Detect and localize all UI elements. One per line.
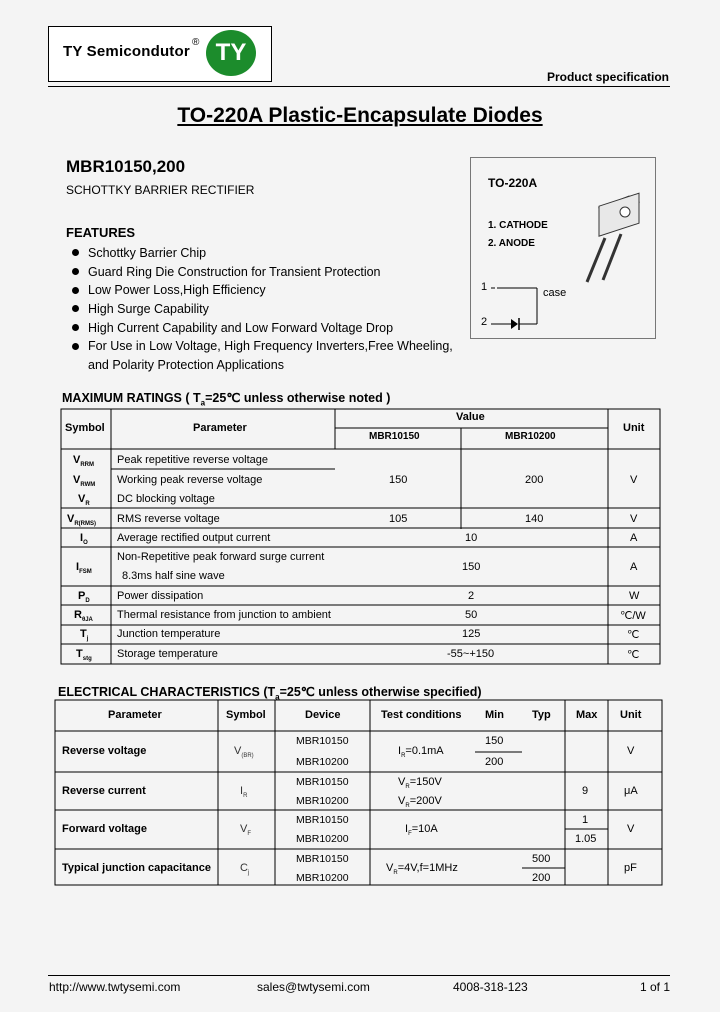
ec-min: 150 (485, 735, 504, 747)
ec-device: MBR10200 (296, 756, 349, 768)
ec-min: 200 (485, 756, 504, 768)
unit-rth: ℃/W (620, 610, 646, 622)
ec-test-cond: $I_F=10A$ (405, 823, 438, 838)
symbol-tstg: $T_{stg}$ (76, 648, 92, 663)
ec-unit: pF (624, 862, 637, 874)
unit-rms: V (630, 513, 638, 525)
part-number: MBR10150,200 (66, 157, 186, 176)
param-power-dissipation: Power dissipation (117, 590, 204, 602)
symbol-vrwm: $V_{RWM}$ (73, 474, 96, 489)
company-name: TY Semicondutor (63, 43, 190, 60)
ec-header-symbol: Symbol (226, 709, 266, 721)
ec-unit: V (627, 745, 635, 757)
ec-header-test: Test conditions (381, 709, 462, 721)
ec-max: 1 (582, 814, 589, 826)
list-item: High Current Capability and Low Forward Voltage Drop (72, 319, 453, 338)
mr-header-unit: Unit (623, 422, 645, 434)
footer-website[interactable]: http://www.twtysemi.com (49, 980, 181, 994)
list-item: Guard Ring Die Construction for Transient Protection (72, 263, 453, 282)
symbol-vrms: $V_{R(RMS)}$ (67, 513, 97, 528)
value-io: 10 (465, 532, 478, 544)
doc-type: Product specification (546, 70, 669, 84)
param-avg-current: Average rectified output current (117, 532, 271, 544)
symbol-io: $I_O$ (80, 532, 88, 547)
features-heading: FEATURES (66, 225, 136, 240)
list-item: High Surge Capability (72, 300, 453, 319)
mr-header-part1: MBR10150 (369, 431, 420, 442)
symbol-pd: $P_D$ (78, 590, 90, 605)
list-item: Low Power Loss,High Efficiency (72, 281, 453, 300)
param-working-peak-voltage: Working peak reverse voltage (117, 474, 263, 486)
param-junction-temp: Junction temperature (117, 628, 221, 640)
ec-header-parameter: Parameter (108, 709, 162, 721)
ec-param-reverse-voltage: Reverse voltage (62, 745, 147, 757)
page-number: 1 of 1 (639, 980, 670, 994)
unit-tstg: ℃ (627, 649, 640, 661)
ec-symbol-ir: $I_R$ (240, 785, 248, 800)
ec-device: MBR10150 (296, 735, 349, 747)
pin1-label: 1. CATHODE (488, 220, 548, 231)
ec-param-capacitance: Typical junction capacitance (62, 862, 211, 874)
registered-mark: ® (192, 37, 200, 48)
company-logo: TY (206, 30, 256, 76)
symbol-tj: $T_j$ (80, 628, 89, 643)
value-voltage-150: 150 (389, 474, 408, 486)
ec-param-forward-voltage: Forward voltage (62, 823, 147, 835)
value-ifsm: 150 (462, 561, 481, 573)
value-rms-150: 105 (389, 513, 408, 525)
ec-max: 1.05 (575, 833, 597, 845)
param-surge-current: Non-Repetitive peak forward surge current (117, 551, 325, 563)
param-storage-temp: Storage temperature (117, 648, 218, 660)
mr-header-value: Value (456, 411, 485, 423)
pin2-label: 2. ANODE (488, 238, 535, 249)
ec-test-cond: $V_R=150V$ (398, 776, 442, 791)
ec-param-reverse-current: Reverse current (62, 785, 146, 797)
value-rth: 50 (465, 609, 478, 621)
symbol-ifsm: $I_{FSM}$ (76, 561, 92, 576)
unit-ifsm: A (630, 561, 638, 573)
mr-header-part2: MBR10200 (505, 431, 556, 442)
mr-header-parameter: Parameter (193, 422, 247, 434)
ec-header-typ: Typ (532, 709, 551, 721)
subtitle: SCHOTTKY BARRIER RECTIFIER (66, 183, 255, 197)
footer-phone: 4008-318-123 (453, 980, 528, 994)
symbol-vrrm: $V_{RRM}$ (73, 454, 95, 469)
ec-test-cond: $I_R=0.1mA$ (398, 745, 444, 760)
ec-device: MBR10200 (296, 833, 349, 845)
ec-header-device: Device (305, 709, 341, 721)
ec-typ: 200 (532, 872, 551, 884)
symbol-vr: $V_R$ (78, 493, 90, 508)
list-item: Schottky Barrier Chip (72, 244, 453, 263)
electrical-heading: ELECTRICAL CHARACTERISTICS ($T_a=25℃$ unless otherwise specified) (58, 685, 482, 702)
value-tj: 125 (462, 628, 481, 640)
ec-typ: 500 (532, 853, 551, 865)
ec-device: MBR10200 (296, 872, 349, 884)
param-thermal-resistance: Thermal resistance from junction to ambient (117, 609, 331, 621)
ec-symbol-vbr: $V_{(BR)}$ (234, 745, 254, 760)
ec-symbol-cj: $C_j$ (240, 862, 250, 877)
unit-tj: ℃ (627, 629, 640, 641)
ec-unit: μA (624, 785, 638, 797)
ec-unit: V (627, 823, 635, 835)
ec-device: MBR10150 (296, 853, 349, 865)
ec-max: 9 (582, 785, 589, 797)
footer-divider (48, 975, 670, 976)
unit-voltage: V (630, 474, 638, 486)
ec-header-unit: Unit (620, 709, 642, 721)
unit-io: A (630, 532, 638, 544)
symbol-rthja: $R_{\theta JA}$ (74, 609, 93, 624)
page-title: TO-220A Plastic-Encapsulate Diodes (177, 104, 543, 127)
case-label: case (543, 287, 567, 299)
value-pd: 2 (468, 590, 475, 602)
list-item-continuation: and Polarity Protection Applications (88, 358, 284, 373)
param-peak-rep-voltage: Peak repetitive reverse voltage (117, 454, 269, 466)
schematic-pin1: 1 (481, 281, 488, 293)
package-name: TO-220A (488, 176, 538, 190)
ec-header-min: Min (485, 709, 504, 721)
value-voltage-200: 200 (525, 474, 544, 486)
schematic-pin2: 2 (481, 316, 488, 328)
value-tstg: -55~+150 (447, 648, 495, 660)
value-rms-200: 140 (525, 513, 544, 525)
ec-test-cond: $V_R=200V$ (398, 795, 442, 810)
ec-device: MBR10200 (296, 795, 349, 807)
ec-header-max: Max (576, 709, 598, 721)
ec-device: MBR10150 (296, 776, 349, 788)
mr-header-symbol: Symbol (65, 422, 105, 434)
param-dc-blocking-voltage: DC blocking voltage (117, 493, 215, 505)
list-item: For Use in Low Voltage, High Frequency Inverters,Free Wheeling, (72, 337, 453, 356)
ec-symbol-vf: $V_F$ (240, 823, 252, 838)
param-surge-condition: 8.3ms half sine wave (122, 570, 225, 582)
footer-email[interactable]: sales@twtysemi.com (257, 980, 370, 994)
ec-device: MBR10150 (296, 814, 349, 826)
ec-test-cond: $V_R=4V,f=1MHz$ (386, 862, 458, 877)
param-rms-voltage: RMS reverse voltage (117, 513, 220, 525)
max-ratings-heading: MAXIMUM RATINGS ( $T_a=25℃$ unless otherwise noted ) (62, 391, 391, 408)
unit-pd: W (629, 590, 640, 602)
